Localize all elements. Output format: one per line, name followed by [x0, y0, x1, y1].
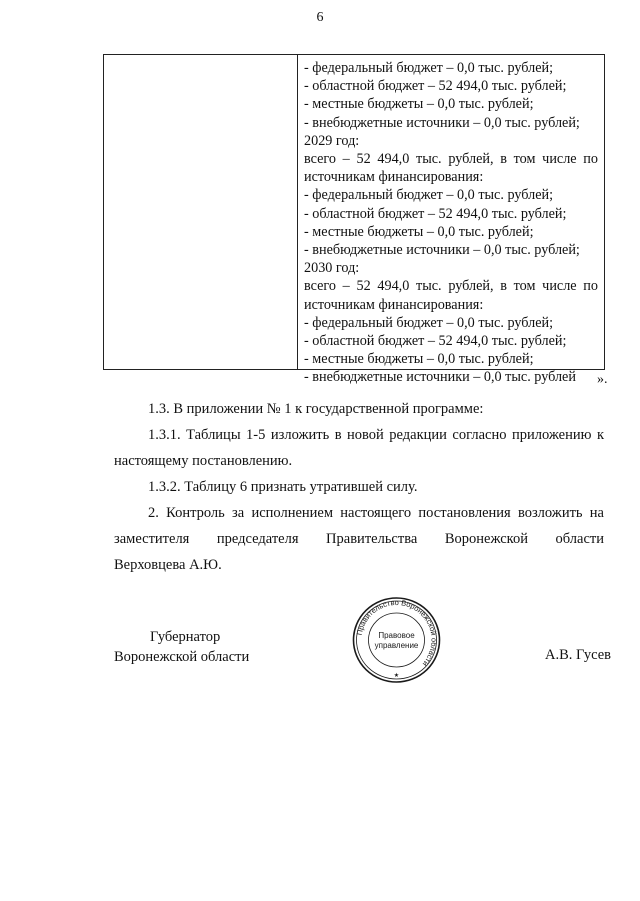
- table-line: - внебюджетные источники – 0,0 тыс. рублей;: [304, 242, 580, 259]
- table-line: - внебюджетные источники – 0,0 тыс. рублей: [304, 369, 576, 386]
- stamp-inner-line: Правовое: [378, 631, 415, 640]
- paragraph-text: 1.3. В приложении № 1 к государственной программе:: [148, 401, 484, 417]
- table-line: - местные бюджеты – 0,0 тыс. рублей;: [304, 96, 534, 113]
- table-line: 2029 год:: [304, 132, 360, 149]
- paragraph-text: 1.3.2. Таблицу 6 признать утратившей силу.: [148, 479, 418, 495]
- table-line: источникам финансирования:: [304, 296, 484, 313]
- table-line: всего – 52 494,0 тыс. рублей, в том числе по: [304, 278, 598, 295]
- table-line: - федеральный бюджет – 0,0 тыс. рублей;: [304, 314, 554, 331]
- paragraph-2: [114, 500, 604, 578]
- table-line: - местные бюджеты – 0,0 тыс. рублей;: [304, 351, 534, 368]
- paragraph-text: 1.3.1. Таблицы 1-5 изложить в новой редакции согласно приложению к: [148, 427, 604, 443]
- paragraph-1-3-2: [114, 474, 604, 500]
- signatory-title: [114, 627, 249, 667]
- paragraph-1-3-1: [114, 422, 604, 474]
- closing-quote: ».: [597, 372, 608, 387]
- table-line: источникам финансирования:: [304, 169, 484, 186]
- signatory-title-line: Губернатор: [150, 629, 221, 645]
- page-number: 6: [316, 10, 324, 25]
- signatory-name: А.В. Гусев: [545, 647, 611, 663]
- official-stamp: [343, 596, 450, 684]
- signatory-title-line: Воронежской области: [114, 649, 250, 665]
- table-line: - областной бюджет – 52 494,0 тыс. рублей;: [304, 205, 567, 222]
- stamp-inner-line: управление: [374, 641, 419, 650]
- table-line: - федеральный бюджет – 0,0 тыс. рублей;: [304, 187, 554, 204]
- table-line: - областной бюджет – 52 494,0 тыс. рублей;: [304, 78, 567, 95]
- paragraph-text: настоящему постановлению.: [114, 453, 293, 469]
- paragraph-text: 2. Контроль за исполнением настоящего постановления возложить на: [148, 505, 604, 521]
- table-line: - внебюджетные источники – 0,0 тыс. рублей;: [304, 114, 580, 131]
- table-line: 2030 год:: [304, 260, 360, 277]
- table-line: - местные бюджеты – 0,0 тыс. рублей;: [304, 223, 534, 240]
- table-line: всего – 52 494,0 тыс. рублей, в том числе по: [304, 151, 598, 168]
- table-line: - областной бюджет – 52 494,0 тыс. рублей;: [304, 333, 567, 350]
- stamp-outer-text: Правительство Воронежской области: [354, 597, 439, 669]
- paragraph-text: Верховцева А.Ю.: [114, 557, 222, 573]
- paragraph-text: заместителя председателя Правительства Воронежской области: [114, 531, 604, 547]
- table-left-cell: [104, 55, 298, 369]
- table-right-cell: [298, 55, 604, 386]
- star-icon: ★: [393, 673, 400, 679]
- paragraph-1-3: [114, 396, 604, 422]
- financing-table: [103, 54, 605, 386]
- table-line: - федеральный бюджет – 0,0 тыс. рублей;: [304, 60, 554, 76]
